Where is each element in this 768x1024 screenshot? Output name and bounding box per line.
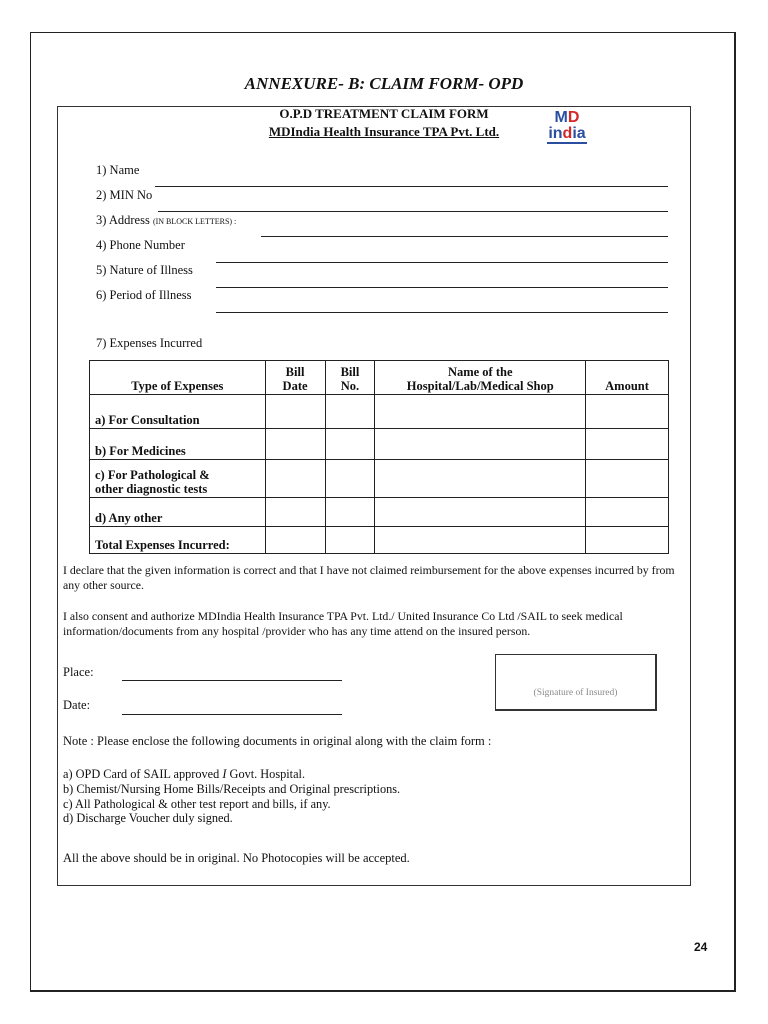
illness-period-label: 6) Period of Illness	[96, 288, 192, 302]
list-item: b) Chemist/Nursing Home Bills/Receipts and Original prescriptions.	[63, 781, 401, 796]
illness-period-field-line[interactable]	[216, 312, 668, 313]
hospital-cell[interactable]	[375, 395, 586, 429]
place-label: Place:	[63, 665, 94, 679]
bill-date-cell[interactable]	[265, 429, 325, 460]
amount-cell[interactable]	[586, 460, 669, 498]
hospital-cell[interactable]	[375, 460, 586, 498]
bill-date-cell[interactable]	[265, 395, 325, 429]
header-hospital: Name of the Hospital/Lab/Medical Shop	[375, 361, 586, 395]
amount-cell[interactable]	[586, 429, 669, 460]
name-label: 1) Name	[96, 163, 140, 177]
phone-field-line[interactable]	[216, 262, 668, 263]
declaration-text: I declare that the given information is correct and that I have not claimed reimbursement for the above expenses incurred by from any other source.	[63, 563, 675, 592]
form-title: O.P.D TREATMENT CLAIM FORM	[279, 106, 489, 121]
row-label: Total Expenses Incurred:	[90, 527, 266, 554]
hospital-cell[interactable]	[375, 429, 586, 460]
hospital-cell[interactable]	[375, 527, 586, 554]
bill-date-cell[interactable]	[265, 527, 325, 554]
illness-nature-field-line[interactable]	[216, 287, 668, 288]
annexure-title: ANNEXURE- B: CLAIM FORM- OPD	[244, 74, 524, 93]
table-row	[90, 395, 669, 429]
bill-date-cell[interactable]	[265, 460, 325, 498]
address-label: 3) Address (IN BLOCK LETTERS) :	[96, 213, 237, 227]
consent-text: I also consent and authorize MDIndia Health Insurance TPA Pvt. Ltd./ United Insurance Co Ltd /SAIL to seek medical information/documents from any hospital /provider who has any time attend on the insured person.	[63, 609, 623, 638]
min-no-field-line[interactable]	[158, 211, 668, 212]
expenses-label: 7) Expenses Incurred	[96, 336, 203, 350]
list-item: d) Discharge Voucher duly signed.	[63, 811, 233, 826]
bill-no-cell[interactable]	[325, 498, 375, 527]
date-field-line[interactable]	[122, 714, 342, 715]
amount-cell[interactable]	[586, 498, 669, 527]
header-bill-date: Bill Date	[265, 361, 325, 395]
date-label: Date:	[63, 698, 91, 712]
bill-no-cell[interactable]	[325, 429, 375, 460]
row-label: d) Any other	[90, 498, 266, 527]
signature-box[interactable]	[495, 654, 657, 711]
bill-date-cell[interactable]	[265, 498, 325, 527]
list-item: a) OPD Card of SAIL approved I Govt. Hospital.	[63, 767, 306, 781]
phone-label: 4) Phone Number	[96, 238, 185, 252]
row-label: a) For Consultation	[90, 395, 266, 429]
expenses-table	[89, 360, 669, 554]
row-label: c) For Pathological & other diagnostic tests	[90, 460, 266, 498]
place-field-line[interactable]	[122, 680, 342, 681]
table-row-total	[90, 527, 669, 554]
amount-cell[interactable]	[586, 527, 669, 554]
row-label: b) For Medicines	[90, 429, 266, 460]
closing-text: All the above should be in original. No Photocopies will be accepted.	[63, 851, 410, 865]
hospital-cell[interactable]	[375, 498, 586, 527]
min-no-label: 2) MIN No	[96, 188, 153, 202]
company-name: MDIndia Health Insurance TPA Pvt. Ltd.	[268, 124, 500, 139]
documents-list	[63, 767, 683, 826]
signature-label: (Signature of Insured)	[533, 688, 618, 698]
name-field-line[interactable]	[155, 186, 668, 187]
amount-cell[interactable]	[586, 395, 669, 429]
address-field-line[interactable]	[261, 236, 668, 237]
page-number: 24	[694, 940, 708, 954]
table-header-row	[90, 361, 669, 395]
bill-no-cell[interactable]	[325, 395, 375, 429]
note-text: Note : Please enclose the following documents in original along with the claim form :	[63, 734, 492, 748]
bill-no-cell[interactable]	[325, 527, 375, 554]
table-row	[90, 460, 669, 498]
header-type: Type of Expenses	[90, 361, 266, 395]
illness-nature-label: 5) Nature of Illness	[96, 263, 193, 277]
table-row	[90, 429, 669, 460]
table-row	[90, 498, 669, 527]
mdindia-logo: MD india	[548, 109, 586, 142]
header-bill-no: Bill No.	[325, 361, 375, 395]
header-amount: Amount	[586, 361, 669, 395]
bill-no-cell[interactable]	[325, 460, 375, 498]
list-item: c) All Pathological & other test report and bills, if any.	[63, 796, 331, 811]
